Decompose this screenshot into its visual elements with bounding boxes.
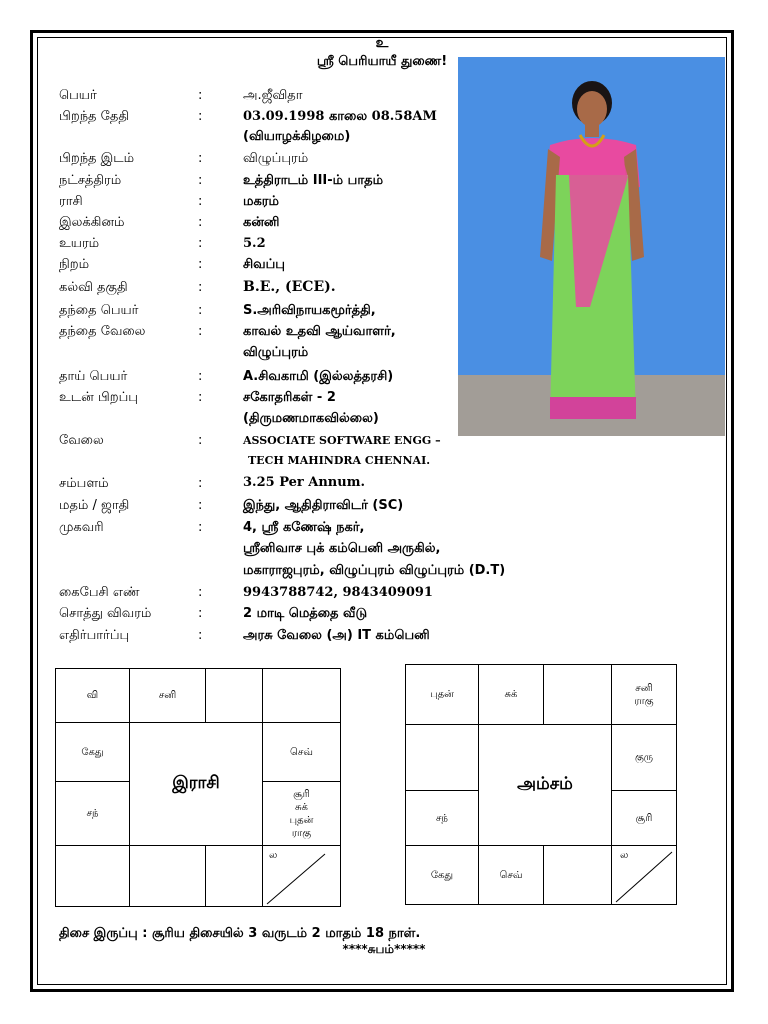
value-expectation: அரசு வேலை (அ) IT கம்பெனி [243, 628, 430, 643]
separator: : [198, 236, 203, 251]
value-siblings-status: (திருமணமாகவில்லை) [243, 411, 379, 426]
om-symbol: உ [375, 35, 389, 51]
photo-illustration [458, 57, 725, 436]
value-property: 2 மாடி மெத்தை வீடு [243, 606, 368, 621]
rasi-house-6 [262, 781, 341, 846]
amsam-house-11: சந் [405, 790, 479, 846]
dasa-balance: திசை இருப்பு : சூரிய திசையில் 3 வருடம் 2 மாதம் 18 நாள். [59, 926, 421, 941]
value-address-line1: 4, ஸ்ரீ கணேஷ் நகர், [243, 520, 365, 535]
separator: : [198, 88, 203, 103]
value-mobile: 9943788742, 9843409091 [243, 585, 433, 600]
separator: : [198, 215, 203, 230]
amsam-house-7-lagna [611, 845, 677, 905]
value-father-job: காவல் உதவி ஆய்வாளர், [243, 324, 396, 339]
rasi-house-8 [205, 845, 263, 907]
amsam-house-10: கேது [405, 845, 479, 905]
separator: : [198, 369, 203, 384]
amsam-house-4 [611, 664, 677, 725]
amsam-house-12 [405, 724, 479, 791]
label-rasi: ராசி [59, 194, 83, 209]
separator: : [198, 476, 203, 491]
value-job-company: TECH MAHINDRA CHENNAI. [248, 454, 431, 467]
lagna-mark: ல [620, 850, 629, 861]
value-address-line3: மகாராஜபுரம், விழுப்புரம் விழுப்புரம் (D.T) [243, 563, 506, 578]
amsam-house-6: சூரி [611, 790, 677, 846]
rasi-house-7-lagna [262, 845, 341, 907]
separator: : [198, 433, 203, 448]
rasi-house-10 [55, 845, 130, 907]
value-address-line2: ஸ்ரீனிவாச புக் கம்பெனி அருகில், [243, 541, 441, 556]
rasi-title: இராசி [129, 722, 263, 846]
separator: : [198, 628, 203, 643]
label-address: முகவரி [59, 520, 104, 535]
value-lagna: கன்னி [243, 215, 280, 230]
value-dob-day: (வியாழக்கிழமை) [243, 129, 351, 144]
lagna-mark: ல [269, 850, 278, 861]
rasi-house-9 [129, 845, 206, 907]
label-siblings: உடன் பிறப்பு [59, 390, 138, 405]
value-salary: 3.25 Per Annum. [243, 475, 365, 490]
label-complexion: நிறம் [59, 257, 90, 272]
amsam-house-2: சுக் [478, 664, 544, 725]
amsam-house-5: குரு [611, 724, 677, 791]
label-salary: சம்பளம் [59, 476, 109, 491]
value-height: 5.2 [243, 236, 266, 251]
value-siblings: சகோதரிகள் - 2 [243, 390, 336, 405]
label-birthplace: பிறந்த இடம் [59, 151, 135, 166]
rasi-house-1: வி [55, 668, 130, 723]
separator: : [198, 257, 203, 272]
amsam-house-9: செவ் [478, 845, 544, 905]
planet: ராகு [291, 827, 312, 839]
value-complexion: சிவப்பு [243, 257, 285, 272]
separator: : [198, 585, 203, 600]
amsam-title: அம்சம் [478, 724, 612, 846]
amsam-house-8 [543, 845, 612, 905]
separator: : [198, 498, 203, 513]
value-job: ASSOCIATE SOFTWARE ENGG – [243, 434, 441, 447]
value-father-name: S.அரிவிநாயகமூர்த்தி, [243, 303, 376, 318]
label-religion-caste: மதம் / ஜாதி [59, 498, 130, 513]
value-mother-name: A.சிவகாமி (இல்லத்தரசி) [243, 369, 394, 384]
value-name: அ.ஜீவிதா [243, 88, 303, 103]
value-father-job-place: விழுப்புரம் [243, 345, 309, 360]
label-star: நட்சத்திரம் [59, 173, 122, 188]
separator: : [198, 280, 203, 295]
value-religion-caste: இந்து, ஆதிதிராவிடர் (SC) [243, 498, 404, 513]
label-name: பெயர் [59, 88, 97, 103]
closing-line: ****சுபம்***** [342, 942, 426, 956]
value-education: B.E., (ECE). [243, 279, 336, 295]
label-height: உயரம் [59, 236, 100, 251]
blessing-line: ஸ்ரீ பெரியாயீ துணை! [316, 54, 448, 69]
separator: : [198, 109, 203, 124]
rasi-house-12: கேது [55, 722, 130, 782]
label-mother-name: தாய் பெயர் [59, 369, 128, 384]
value-dob: 03.09.1998 காலை 08.58AM [243, 109, 437, 124]
planet: சூரி [293, 788, 310, 800]
rasi-house-2: சனி [129, 668, 206, 723]
planet: சுக் [295, 801, 308, 813]
separator: : [198, 303, 203, 318]
value-star: உத்திராடம் III-ம் பாதம் [243, 173, 384, 188]
value-birthplace: விழுப்புரம் [243, 151, 309, 166]
label-property: சொத்து விவரம் [59, 606, 152, 621]
separator: : [198, 173, 203, 188]
label-mobile: கைபேசி எண் [59, 585, 140, 600]
separator: : [198, 390, 203, 405]
separator: : [198, 194, 203, 209]
separator: : [198, 520, 203, 535]
label-dob: பிறந்த தேதி [59, 109, 129, 124]
amsam-house-3 [543, 664, 612, 725]
separator: : [198, 606, 203, 621]
label-expectation: எதிர்பார்ப்பு [59, 628, 130, 643]
separator: : [198, 324, 203, 339]
label-father-job: தந்தை வேலை [59, 324, 146, 339]
rasi-house-3 [205, 668, 263, 723]
label-father-name: தந்தை பெயர் [59, 303, 139, 318]
rasi-house-5: செவ் [262, 722, 341, 782]
label-job: வேலை [59, 433, 104, 448]
profile-photo [458, 57, 725, 436]
label-lagna: இலக்கினம் [59, 215, 125, 230]
rasi-house-4 [262, 668, 341, 723]
value-rasi: மகரம் [243, 194, 279, 209]
planet: புதன் [289, 814, 314, 826]
rasi-house-11: சந் [55, 781, 130, 846]
separator: : [198, 151, 203, 166]
amsam-house-1: புதன் [405, 664, 479, 725]
planet: சனி [635, 682, 653, 694]
planet: ராகு [634, 695, 654, 707]
label-education: கல்வி தகுதி [59, 280, 128, 295]
